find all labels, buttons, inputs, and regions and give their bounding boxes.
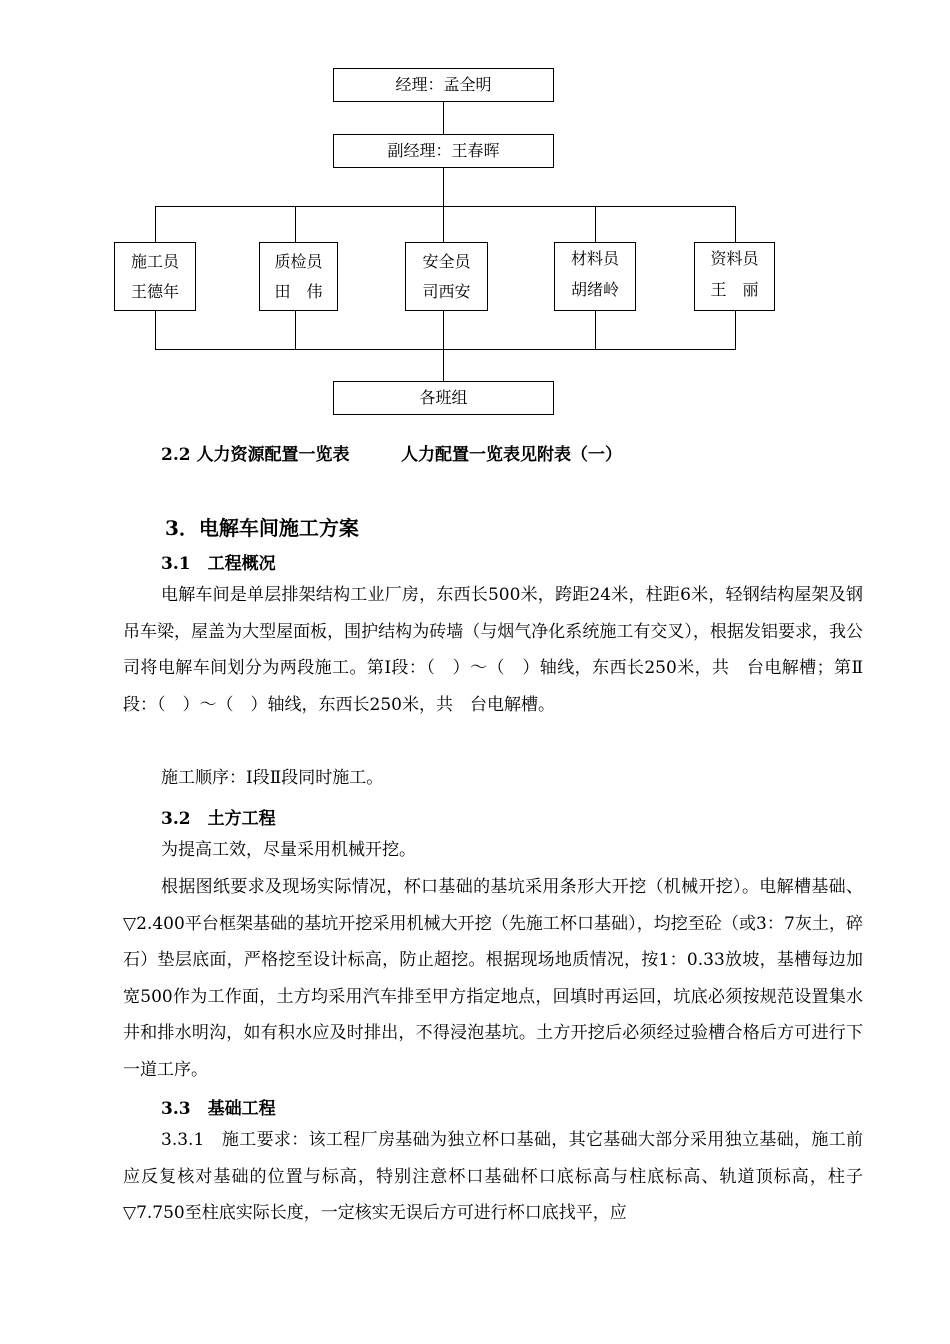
section-3-2-heading: 3.2 土方工程 (161, 809, 276, 829)
section-3-2-paragraph: 根据图纸要求及现场实际情况，杯口基础的基坑采用条形大开挖（机械开挖）。电解槽基础、▽2.400平台框架基础的基坑开挖采用机械大开挖（先施工杯口基础），均挖至砼（或3：7灰土，碎石）垫层底面，严格挖至设计标高，防止超挖。根据现场地质情况，按1：0.33放坡，基槽每边加宽500作为工作面，土方均采用汽车排至甲方指定地点，回填时再运回，坑底必须按规范设置集水井和排水明沟，如有积水应及时排出，不得浸泡基坑。土方开挖后必须经过验槽合格后方可进行下一道工序。 (123, 877, 863, 1080)
section-3-1-order: 施工顺序：Ⅰ段Ⅱ段同时施工。 (161, 768, 384, 788)
role-title: 施工员 (130, 252, 179, 271)
connector-line (155, 206, 736, 207)
connector-line (155, 206, 156, 242)
role-box (114, 242, 196, 311)
connector-line (595, 206, 596, 242)
connector-line (443, 311, 444, 349)
manager-label: 经理：孟全明 (395, 75, 492, 94)
role-name: 王德年 (130, 282, 179, 301)
connector-line (735, 206, 736, 242)
section-2-2-heading: 2.2 人力资源配置一览表 (161, 445, 350, 465)
role-name: 胡绪岭 (570, 280, 619, 299)
connector-line (443, 168, 444, 206)
connector-line (443, 102, 444, 134)
role-title: 安全员 (422, 252, 471, 271)
section-2-2-note: 人力配置一览表见附表（一） (401, 445, 622, 465)
role-name: 司西安 (422, 282, 471, 301)
section-3-1-heading: 3.1 工程概况 (161, 554, 276, 574)
section-3-3-paragraph: 3.3.1 施工要求：该工程厂房基础为独立杯口基础，其它基础大部分采用独立基础，施工前应反复核对基础的位置与标高，特别注意杯口基础杯口底标高与柱底标高、轨道顶标高，柱子▽7.750至柱底实际长度，一定核实无误后方可进行杯口底找平，应 (123, 1130, 863, 1223)
section-3-1-paragraph: 电解车间是单层排架结构工业厂房，东西长500米，跨距24米，柱距6米，轻钢结构屋架及钢吊车梁，屋盖为大型屋面板，围护结构为砖墙（与烟气净化系统施工有交叉），根据发铝要求，我公司将电解车间划分为两段施工。第Ⅰ段：（ ）～（ ）轴线，东西长250米，共 台电解槽；第Ⅱ段：（ ）～（ ）轴线，东西长250米，共 台电解槽。 (123, 585, 863, 715)
manager-box (333, 68, 554, 102)
connector-line (735, 311, 736, 349)
section-3-2-intro: 为提高工效，尽量采用机械开挖。 (161, 840, 416, 860)
role-name: 王 丽 (710, 280, 759, 299)
connector-line (295, 206, 296, 242)
section-3-title: 3．电解车间施工方案 (165, 516, 359, 540)
connector-line (595, 311, 596, 349)
section-3-3-heading: 3.3 基础工程 (161, 1099, 276, 1119)
deputy-label: 副经理：王春晖 (387, 141, 500, 160)
role-title: 质检员 (274, 252, 323, 271)
role-name: 田 伟 (274, 282, 323, 301)
deputy-box (333, 134, 554, 168)
connector-line (443, 206, 444, 242)
teams-label: 各班组 (419, 388, 468, 407)
connector-line (295, 311, 296, 349)
role-box (694, 242, 775, 311)
role-box (259, 242, 338, 311)
role-title: 材料员 (570, 249, 619, 268)
role-box (554, 242, 636, 311)
role-title: 资料员 (710, 249, 759, 268)
connector-line (155, 349, 736, 350)
role-box (405, 242, 488, 311)
connector-line (155, 311, 156, 349)
teams-box (333, 381, 554, 415)
connector-line (443, 349, 444, 381)
